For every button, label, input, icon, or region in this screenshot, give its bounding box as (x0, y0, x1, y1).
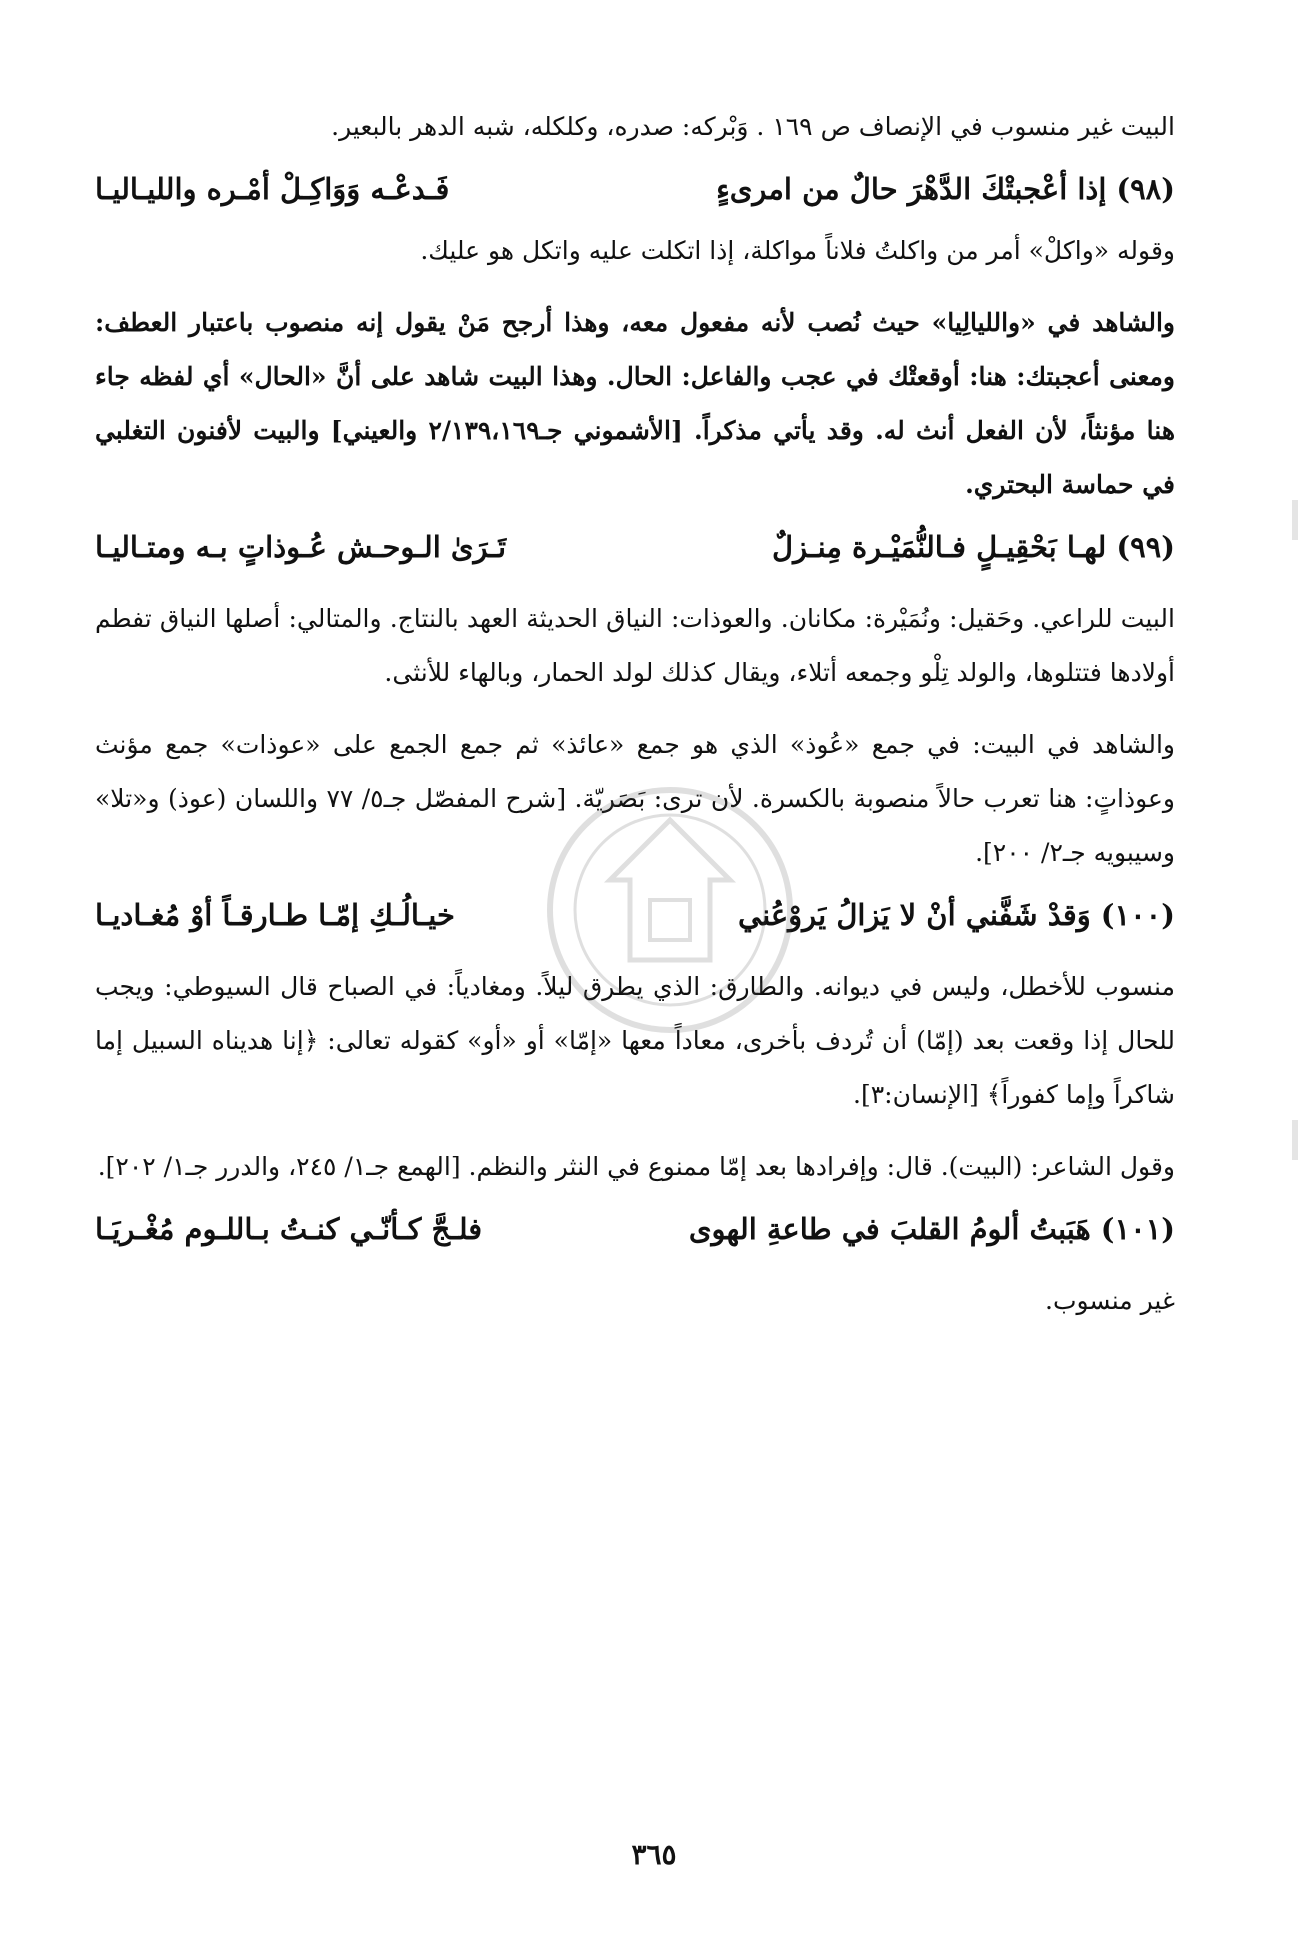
note-98-gloss: وقوله «واكلْ» أمر من واكلتُ فلاناً مواكلة، إذا اتكلت عليه واتكل هو عليك. (420, 236, 1175, 265)
verse-second-hemistich: فلـجَّ كـأنّـي كنـتُ بـاللـوم مُغْـريَـا (95, 1212, 483, 1246)
scan-edge-mark (1292, 500, 1298, 540)
verse-first-hemistich: وَقدْ شَفَّني أنْ لا يَزالُ يَروْعُني (737, 898, 1091, 932)
note-101-source: غير منسوب. (1045, 1286, 1175, 1315)
verse-number: (١٠٠) (1100, 898, 1175, 932)
page-number: ٣٦٥ (631, 1838, 677, 1871)
note-98-evidence: والشاهد في «والليالِيا» حيث نُصب لأنه مفعول معه، وهذا أرجح مَنْ يقول إنه منصوب باعتبار العطف: ومعنى أعجبتك: هنا: أوقعتْك في عجب والفاعل: الحال. وهذا البيت شاهد على أنَّ «الحال» أي لفظه جاء هنا مؤنثاً، لأن الفعل أنث له. وقد يأتي مذكراً. [الأشموني جـ٢/١٣٩،١٦٩ والعيني] والبيت لأفنون التغلبي في حماسة البحتري. (95, 308, 1176, 499)
verse-number: (٩٨) (1116, 172, 1175, 206)
verse-first-hemistich: لهـا بَحْقِيـلٍ فـالنُّمَيْـرة مِنـزلٌ (772, 530, 1107, 564)
verse-101 (95, 1212, 1175, 1246)
verse-second-hemistich: خيـالُـكِ إمّـا طـارقـاً أوْ مُغـاديـا (95, 898, 455, 932)
verse-first-hemistich: إذا أعْجبتْكَ الدَّهْرَ حالٌ من امرىءٍ (716, 172, 1107, 206)
verse-number: (١٠١) (1100, 1212, 1175, 1246)
verse-second-hemistich: فَـدعْـه وَوَاكِـلْ أمْـره والليـاليـا (95, 172, 450, 206)
note-100-evidence: وقول الشاعر: (البيت). قال: وإفرادها بعد إمّا ممنوع في النثر والنظم. [الهمع جـ١/ ٢٤٥، والدرر جـ١/ ٢٠٢]. (97, 1152, 1175, 1181)
note-98-source: البيت غير منسوب في الإنصاف ص ١٦٩ . وَبْركه: صدره، وكلكله، شبه الدهر بالبعير. (331, 112, 1175, 141)
note-100-gloss: منسوب للأخطل، وليس في ديوانه. والطارق: الذي يطرق ليلاً. ومغادياً: في الصباح قال السيوطي: ويجب للحال إذا وقعت بعد (إمّا) أن تُردف بأخرى، معاداً معها «إمّا» أو «أو» كقوله تعالى: ﴿إنا هديناه السبيل إما شاكراً وإما كفوراً﴾ [الإنسان:٣]. (95, 972, 1175, 1109)
verse-number: (٩٩) (1116, 530, 1175, 564)
verse-99 (95, 530, 1175, 564)
verse-98 (95, 172, 1175, 206)
page-body (95, 100, 1175, 1328)
scan-edge-mark (1292, 1120, 1298, 1160)
note-99-gloss: البيت للراعي. وحَقيل: ونُمَيْرة: مكانان. والعوذات: النياق الحديثة العهد بالنتاج. والمتالي: أصلها النياق تفطم أولادها فتتلوها، والولد تِلْو وجمعه أتلاء، ويقال كذلك لولد الحمار، وبالهاء للأنثى. (95, 604, 1175, 687)
note-99-evidence: والشاهد في البيت: في جمع «عُوذ» الذي هو جمع «عائذ» ثم جمع الجمع على «عوذات» جمع مؤنث وعوذاتٍ: هنا تعرب حالاً منصوبة بالكسرة. لأن ترى: بَصَريّة. [شرح المفصّل جـ٥/ ٧٧ واللسان (عوذ) و«تلا» وسيبويه جـ٢/ ٢٠٠]. (95, 730, 1175, 867)
verse-second-hemistich: تَـرَىٰ الـوحـش عُـوذاتٍ بـه ومتـاليـا (95, 530, 507, 564)
verse-100 (95, 898, 1175, 932)
verse-first-hemistich: هَبَبتُ ألومُ القلبَ في طاعةِ الهوى (688, 1212, 1091, 1246)
